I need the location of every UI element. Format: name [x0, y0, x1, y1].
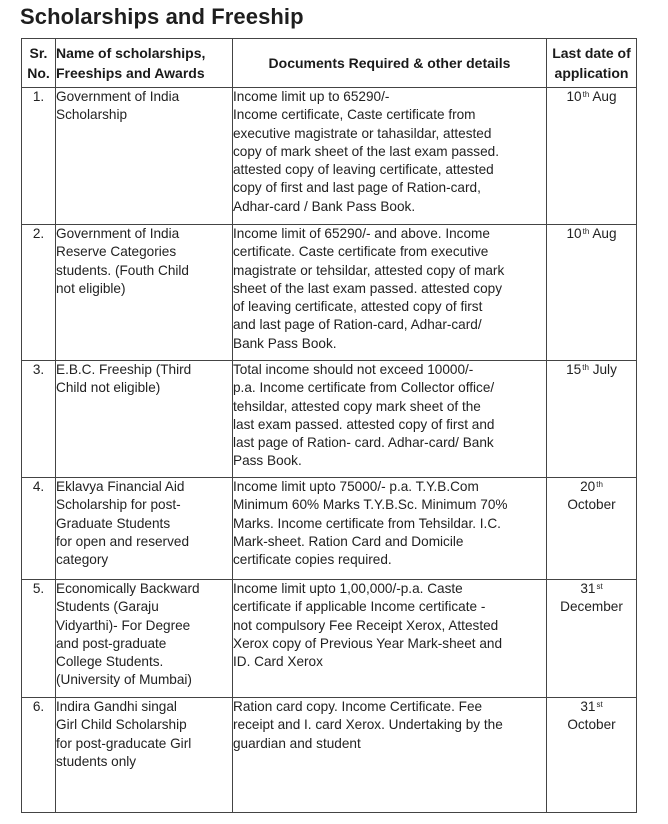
date-month: Aug: [592, 226, 617, 241]
documents-line: Adhar-card / Bank Pass Book.: [233, 198, 416, 214]
cell-last-date: [547, 478, 637, 580]
documents-line: Minimum 60% Marks T.Y.B.Sc. Minimum 70%: [233, 497, 508, 513]
scholarship-name-line: category: [56, 552, 109, 568]
documents-line: certificate copies required.: [233, 552, 392, 568]
cell-scholarship-name: [56, 478, 233, 580]
table-header-row: [22, 39, 637, 88]
cell-last-date: [547, 698, 637, 813]
date-day: 31: [580, 581, 596, 596]
documents-line: copy of first and last page of Ration-card,: [233, 180, 481, 196]
scholarship-name-line: students. (Fouth Child: [56, 262, 189, 278]
cell-sr-no: 6.: [22, 698, 56, 813]
documents-line: certificate if applicable Income certificate -: [233, 599, 486, 615]
documents-line: tehsildar, attested copy mark sheet of the: [233, 398, 481, 414]
cell-sr-no: 2.: [22, 225, 56, 361]
date-day: 10: [566, 89, 582, 104]
documents-line: last page of Ration- card. Adhar-card/ Bank: [233, 435, 494, 451]
scholarship-name-line: Vidyarthi)- For Degree: [56, 617, 191, 633]
scholarship-name-line: and post-graduate: [56, 635, 167, 651]
table-row: [22, 225, 637, 361]
cell-sr-no: 4.: [22, 478, 56, 580]
date-month: October: [567, 497, 616, 513]
documents-line: Pass Book.: [233, 453, 302, 469]
scholarship-name-line: Reserve Categories: [56, 244, 177, 260]
header-documents: Documents Required & other details: [233, 39, 547, 88]
cell-documents: [233, 361, 547, 478]
date-day: 10: [566, 226, 582, 241]
scholarship-name-line: Scholarship for post-: [56, 497, 181, 513]
scholarship-name-line: Graduate Students: [56, 515, 171, 531]
date-day: 15: [566, 362, 582, 377]
documents-line: p.a. Income certificate from Collector office/: [233, 380, 495, 396]
date-ordinal-suffix: th: [582, 90, 590, 99]
header-name: [56, 39, 233, 88]
table-row: [22, 361, 637, 478]
table-row: [22, 478, 637, 580]
cell-scholarship-name: [56, 88, 233, 225]
scholarships-table: [21, 38, 637, 813]
date-month: July: [592, 362, 617, 377]
table-row: [22, 698, 637, 813]
date-ordinal-suffix: th: [582, 363, 589, 372]
documents-line: attested copy of leaving certificate, attested: [233, 162, 494, 178]
date-month: Aug: [592, 89, 617, 104]
cell-sr-no: 5.: [22, 580, 56, 698]
date-ordinal-suffix: st: [596, 700, 603, 709]
date-day-group: [566, 226, 589, 241]
table-body: [22, 88, 637, 813]
scholarship-name-line: Economically Backward: [56, 581, 200, 596]
documents-line: Xerox copy of Previous Year Mark-sheet and: [233, 635, 503, 651]
cell-last-date: [547, 361, 637, 478]
date-ordinal-suffix: th: [582, 227, 590, 236]
scholarship-name-line: Students (Garaju: [56, 599, 159, 615]
scholarship-name-line: students only: [56, 753, 137, 769]
documents-line: Mark-sheet. Ration Card and Domicile: [233, 533, 464, 549]
scholarship-name-line: for post-graducate Girl: [56, 735, 192, 751]
documents-line: not compulsory Fee Receipt Xerox, Attested: [233, 617, 499, 633]
cell-sr-no: 3.: [22, 361, 56, 478]
documents-line: magistrate or tehsildar, attested copy of mark: [233, 262, 505, 278]
table-row: [22, 580, 637, 698]
documents-line: Ration card copy. Income Certificate. Fee: [233, 699, 483, 714]
cell-documents: [233, 225, 547, 361]
date-day-group: [566, 89, 589, 104]
date-day: 20: [580, 479, 596, 494]
scholarship-name-line: Scholarship: [56, 107, 128, 123]
scholarship-name-line: for open and reserved: [56, 533, 190, 549]
scholarship-name-line: College Students.: [56, 654, 164, 670]
date-day-group: [547, 698, 636, 716]
cell-scholarship-name: [56, 361, 233, 478]
date-day: 31: [580, 699, 596, 714]
scholarship-name-line: Child not eligible): [56, 380, 161, 396]
header-date-line1: Last date of: [552, 45, 631, 61]
documents-line: Income limit up to 65290/-: [233, 89, 390, 104]
header-date-line2: application: [554, 65, 629, 81]
cell-scholarship-name: [56, 698, 233, 813]
documents-line: certificate. Caste certificate from executive: [233, 244, 489, 260]
cell-last-date: [547, 88, 637, 225]
date-day-group: [547, 478, 636, 496]
scholarship-name-line: Eklavya Financial Aid: [56, 479, 185, 494]
date-day-group: [547, 580, 636, 598]
documents-line: of leaving certificate, attested copy of first: [233, 299, 483, 315]
documents-line: ID. Card Xerox: [233, 654, 323, 670]
documents-line: executive magistrate or tahasildar, attested: [233, 125, 492, 141]
documents-line: Income certificate, Caste certificate from: [233, 107, 476, 123]
header-name-line2: Freeships and Awards: [56, 65, 205, 81]
cell-last-date: [547, 225, 637, 361]
cell-documents: [233, 698, 547, 813]
header-last-date: [547, 39, 637, 88]
cell-documents: [233, 580, 547, 698]
documents-line: sheet of the last exam passed. attested copy: [233, 280, 503, 296]
documents-line: Marks. Income certificate from Tehsildar. I.C.: [233, 515, 501, 531]
header-sr-line2: No.: [27, 65, 50, 81]
cell-documents: [233, 88, 547, 225]
cell-sr-no: 1.: [22, 88, 56, 225]
header-sr-line1: Sr.: [29, 45, 48, 61]
table-row: [22, 88, 637, 225]
scholarship-name-line: not eligible): [56, 280, 126, 296]
scholarship-name-line: Girl Child Scholarship: [56, 717, 187, 733]
cell-scholarship-name: [56, 225, 233, 361]
cell-last-date: [547, 580, 637, 698]
documents-line: copy of mark sheet of the last exam passed.: [233, 143, 499, 159]
date-month: October: [567, 717, 616, 733]
documents-line: Bank Pass Book.: [233, 335, 337, 351]
page-title: Scholarships and Freeship: [20, 4, 304, 29]
date-month: December: [560, 599, 623, 615]
scholarship-name-line: Government of India: [56, 226, 180, 241]
date-day-group: [566, 362, 589, 377]
header-name-line1: Name of scholarships,: [56, 45, 206, 61]
documents-line: Income limit of 65290/- and above. Income: [233, 226, 490, 241]
documents-line: last exam passed. attested copy of first and: [233, 416, 495, 432]
scholarship-name-line: E.B.C. Freeship (Third: [56, 362, 192, 377]
header-sr-no: [22, 39, 56, 88]
cell-documents: [233, 478, 547, 580]
scholarship-name-line: Indira Gandhi singal: [56, 699, 177, 714]
documents-line: and last page of Ration-card, Adhar-card/: [233, 317, 482, 333]
scholarship-name-line: (University of Mumbai): [56, 672, 192, 688]
date-ordinal-suffix: th: [596, 480, 603, 489]
date-ordinal-suffix: st: [596, 582, 603, 591]
scholarship-name-line: Government of India: [56, 89, 180, 104]
documents-line: receipt and I. card Xerox. Undertaking by the: [233, 717, 503, 733]
documents-line: guardian and student: [233, 735, 361, 751]
documents-line: Income limit upto 1,00,000/-p.a. Caste: [233, 581, 463, 596]
documents-line: Income limit upto 75000/- p.a. T.Y.B.Com: [233, 479, 479, 494]
cell-scholarship-name: [56, 580, 233, 698]
documents-line: Total income should not exceed 10000/-: [233, 362, 474, 377]
